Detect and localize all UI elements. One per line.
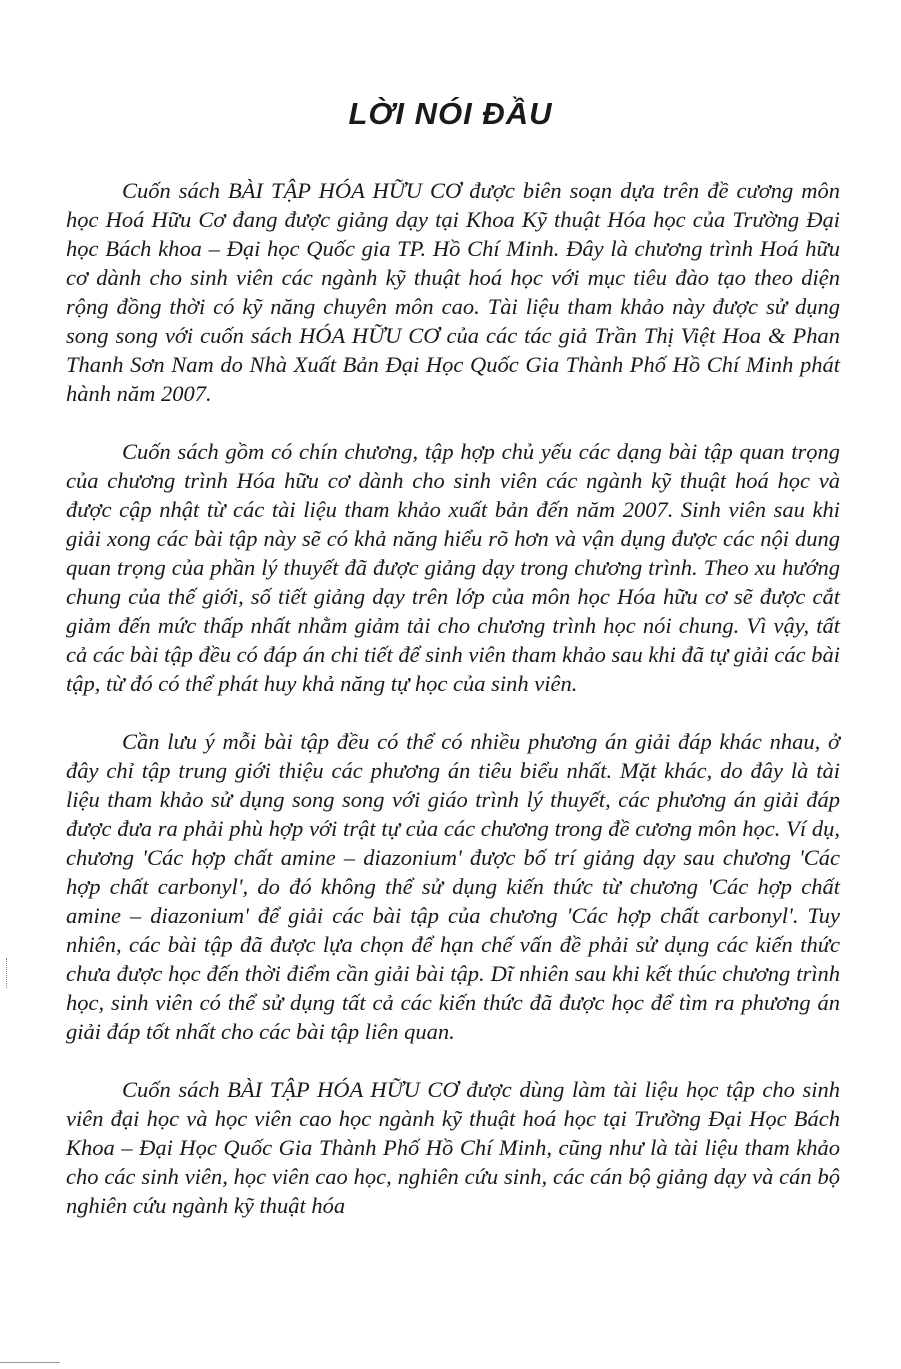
paragraph-1: Cuốn sách BÀI TẬP HÓA HỮU CƠ được biên soạn dựa trên đề cương môn học Hoá Hữu Cơ đang được giảng dạy tại Khoa Kỹ thuật Hóa học của Trường Đại học Bách khoa – Đại học Quốc gia TP. Hồ Chí Minh. Đây là chương trình Hoá hữu cơ dành cho sinh viên các ngành kỹ thuật hoá học với mục tiêu đào tạo theo diện rộng đồng thời có kỹ năng chuyên môn cao. Tài liệu tham khảo này được sử dụng song song với cuốn sách HÓA HỮU CƠ của các tác giả Trần Thị Việt Hoa & Phan Thanh Sơn Nam do Nhà Xuất Bản Đại Học Quốc Gia Thành Phố Hồ Chí Minh phát hành năm 2007.	[66, 178, 840, 406]
scan-margin-mark	[6, 958, 8, 988]
paragraph-2: Cuốn sách gồm có chín chương, tập hợp chủ yếu các dạng bài tập quan trọng của chương trình Hóa hữu cơ dành cho sinh viên các ngành kỹ thuật hoá học và được cập nhật từ các tài liệu tham khảo xuất bản đến năm 2007. Sinh viên sau khi giải xong các bài tập này sẽ có khả năng hiểu rõ hơn và vận dụng được các nội dung quan trọng của phần lý thuyết đã được giảng dạy trong chương trình. Theo xu hướng chung của thế giới, số tiết giảng dạy trên lớp của môn học Hóa hữu cơ sẽ được cắt giảm đến mức thấp nhất nhằm giảm tải cho chương trình học nói chung. Vì vậy, tất cả các bài tập đều có đáp án chi tiết để sinh viên tham khảo sau khi đã tự giải các bài tập, từ đó có thể phát huy khả năng tự học của sinh viên.	[66, 439, 840, 696]
scan-edge-line	[0, 1362, 60, 1363]
paragraph-3: Cần lưu ý mỗi bài tập đều có thể có nhiều phương án giải đáp khác nhau, ở đây chỉ tập trung giới thiệu các phương án tiêu biểu nhất. Mặt khác, do đây là tài liệu tham khảo sử dụng song song với giáo trình lý thuyết, các phương án giải đáp được đưa ra phải phù hợp với trật tự của các chương trong đề cương môn học. Ví dụ, chương 'Các hợp chất amine – diazonium' được bố trí giảng dạy sau chương 'Các hợp chất carbonyl', do đó không thể sử dụng kiến thức từ chương 'Các hợp chất amine – diazonium' để giải các bài tập của chương 'Các hợp chất carbonyl'. Tuy nhiên, các bài tập đã được lựa chọn để hạn chế vấn đề phải sử dụng các kiến thức chưa được học đến thời điểm cần giải bài tập. Dĩ nhiên sau khi kết thúc chương trình học, sinh viên có thể sử dụng tất cả các kiến thức đã được học để tìm ra phương án giải đáp tốt nhất cho các bài tập liên quan.	[66, 729, 840, 1044]
page-title: LỜI NÓI ĐẦU	[348, 96, 553, 131]
paragraph-4: Cuốn sách BÀI TẬP HÓA HỮU CƠ được dùng làm tài liệu học tập cho sinh viên đại học và học viên cao học ngành kỹ thuật hoá học tại Trường Đại Học Bách Khoa – Đại Học Quốc Gia Thành Phố Hồ Chí Minh, cũng như là tài liệu tham khảo cho các sinh viên, học viên cao học, nghiên cứu sinh, các cán bộ giảng dạy và cán bộ nghiên cứu ngành kỹ thuật hóa	[66, 1077, 840, 1218]
preface-body	[66, 176, 840, 1220]
